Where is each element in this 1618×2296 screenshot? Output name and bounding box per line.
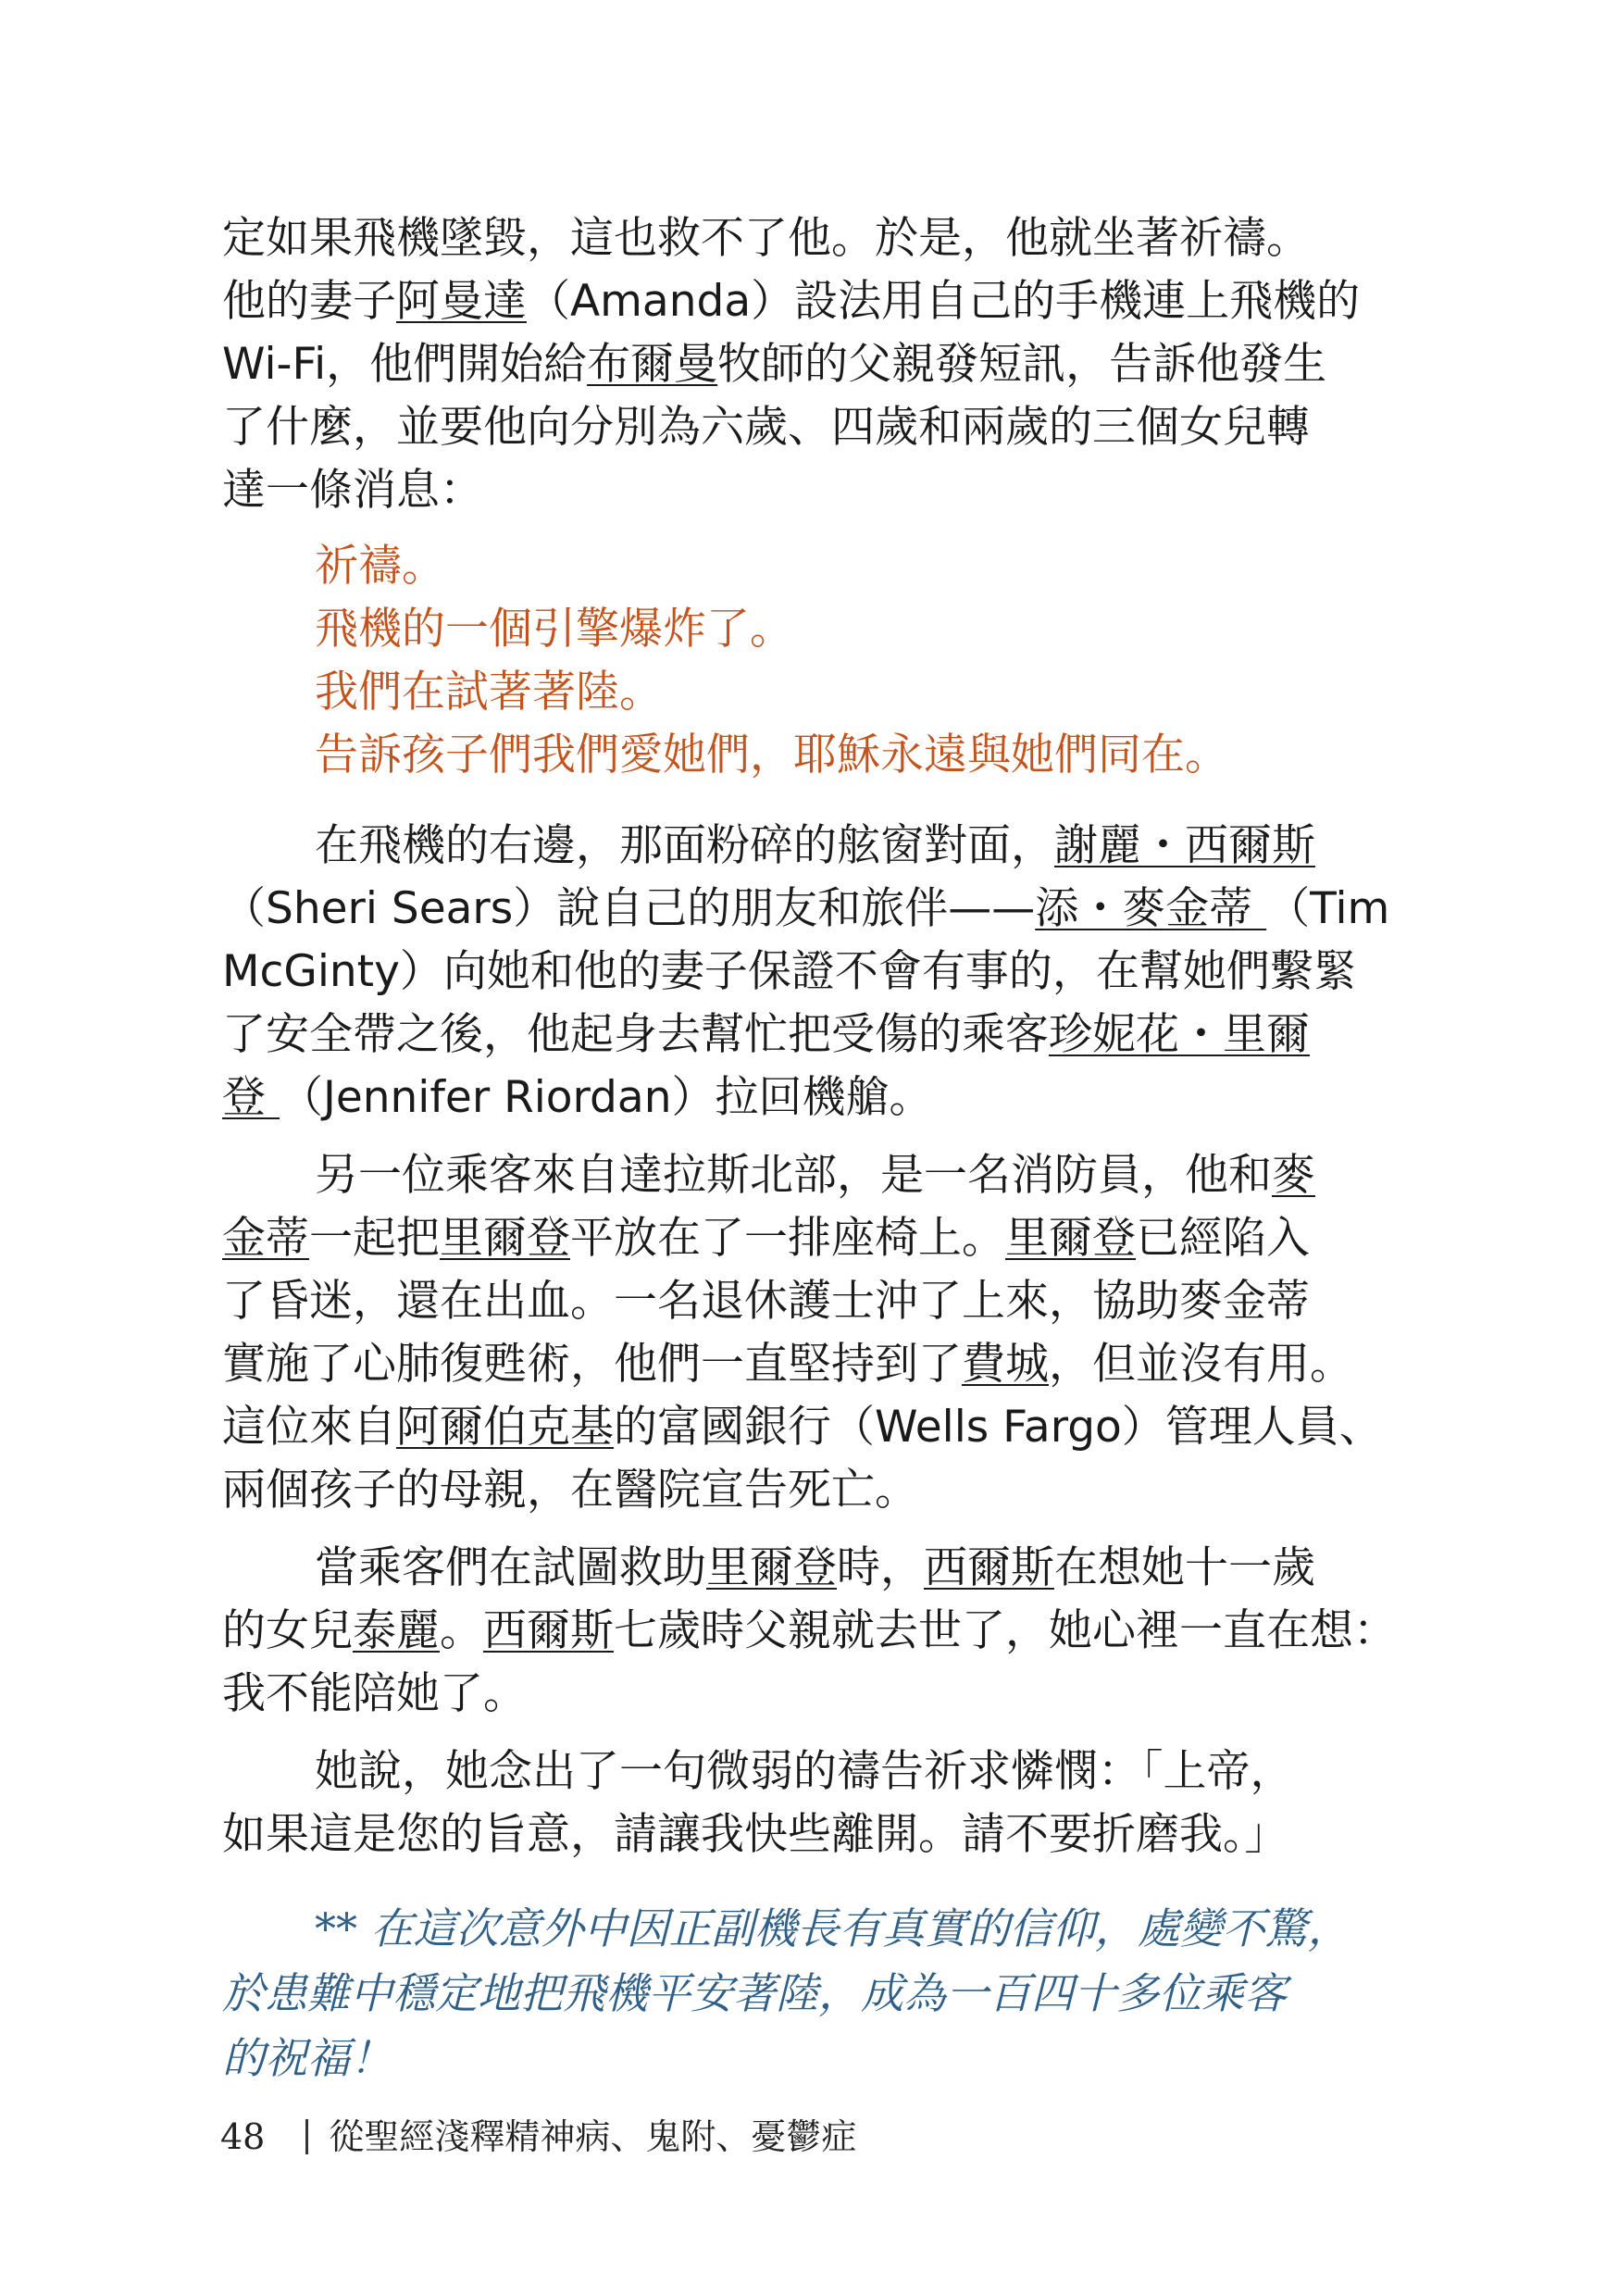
text-line: 達一條消息： [222,465,483,516]
prayer-line: 飛機的一個引擎爆炸了。 [315,604,793,655]
text-line: McGinty）向她和他的妻子保證不會有事的，在幫她們繫緊 [222,946,1357,997]
text-line: 我不能陪她了。 [222,1668,527,1719]
name-tali: 泰麗 [353,1605,440,1656]
place-philadelphia: 費城 [962,1339,1049,1390]
note-line: 的祝福！ [222,2033,392,2083]
name-tim-mcginty: 添・麥金蒂 [1035,883,1267,934]
place-albuquerque: 阿爾伯克基 [396,1402,614,1453]
text-line: 金蒂一起把里爾登平放在了一排座椅上。里爾登已經陷入 [222,1213,1310,1264]
name-riordan: 里爾登 [1005,1213,1136,1264]
editor-note [222,1896,1407,2090]
name-sears: 西爾斯 [924,1542,1054,1593]
text-line: 她說，她念出了一句微弱的禱告祈求憐憫：「上帝， [315,1746,1294,1797]
name-jennifer-riordan-end: 登 [222,1072,280,1123]
text-line: 另一位乘客來自達拉斯北部，是一名消防員，他和麥 [315,1150,1315,1201]
text-line: 的女兒泰麗。西爾斯七歲時父親就去世了，她心裡一直在想： [222,1605,1397,1656]
text-line: 登 （Jennifer Riordan）拉回機艙。 [222,1072,933,1123]
prayer-line: 告訴孩子們我們愛她們，耶穌永遠與她們同在。 [315,730,1228,780]
page-footer [220,2109,856,2165]
footer-divider [305,2119,308,2154]
prayer-line: 祈禱。 [315,541,445,592]
text-line: 了安全帶之後，他起身去幫忙把受傷的乘客珍妮花・里爾 [222,1009,1310,1060]
text-line: 了什麼，並要他向分別為六歲、四歲和兩歲的三個女兒轉 [222,402,1310,453]
text-line: 在飛機的右邊，那面粉碎的舷窗對面，謝麗・西爾斯 [315,820,1315,871]
name-sears: 西爾斯 [483,1605,614,1656]
book-title: 從聖經淺釋精神病、鬼附、憂鬱症 [329,2116,857,2157]
text-line: 實施了心肺復甦術，他們一直堅持到了費城，但並沒有用。 [222,1339,1353,1390]
paragraph-prayer-for-mercy [222,1741,1407,1866]
name-bourman: 布爾曼 [587,339,718,390]
name-mcginty-end: 金蒂 [222,1213,309,1264]
paragraph-sheri-sears [222,815,1407,1129]
name-amanda: 阿曼達 [396,276,527,327]
name-sheri-sears: 謝麗・西爾斯 [1054,820,1315,871]
paragraph-firefighter [222,1144,1407,1522]
text-line: 定如果飛機墜毀，這也救不了他。於是，他就坐著祈禱。 [222,213,1310,264]
prayer-line: 我們在試著著陸。 [315,667,663,718]
text-line: 這位來自阿爾伯克基的富國銀行（Wells Fargo）管理人員、 [222,1402,1383,1453]
paragraph-daughter [222,1537,1407,1726]
paragraph-intro [222,207,1407,522]
text-line: 了昏迷，還在出血。一名退休護士沖了上來，協助麥金蒂 [222,1276,1310,1327]
page-number: 48 [220,2116,266,2157]
text-line: Wi-Fi，他們開始給布爾曼牧師的父親發短訊，告訴他發生 [222,339,1327,390]
prayer-message [315,535,1407,787]
text-line: 兩個孩子的母親，在醫院宣告死亡。 [222,1465,918,1516]
note-line: 於患難中穩定地把飛機平安著陸，成為一百四十多位乘客 [222,1968,1287,2018]
text-line: 他的妻子阿曼達（Amanda）設法用自己的手機連上飛機的 [222,276,1361,327]
note-line: ** 在這次意外中因正副機長有真實的信仰，處變不驚， [315,1903,1350,1953]
name-mcginty-start: 麥 [1272,1150,1315,1201]
name-riordan: 里爾登 [706,1542,837,1593]
text-line: （Sheri Sears）說自己的朋友和旅伴——添・麥金蒂 （Tim [222,883,1390,934]
name-jennifer-riordan: 珍妮花・里爾 [1049,1009,1310,1060]
text-line: 如果這是您的旨意，請讓我快些離開。請不要折磨我。」 [222,1809,1288,1860]
text-line: 當乘客們在試圖救助里爾登時，西爾斯在想她十一歲 [315,1542,1315,1593]
name-riordan: 里爾登 [440,1213,570,1264]
